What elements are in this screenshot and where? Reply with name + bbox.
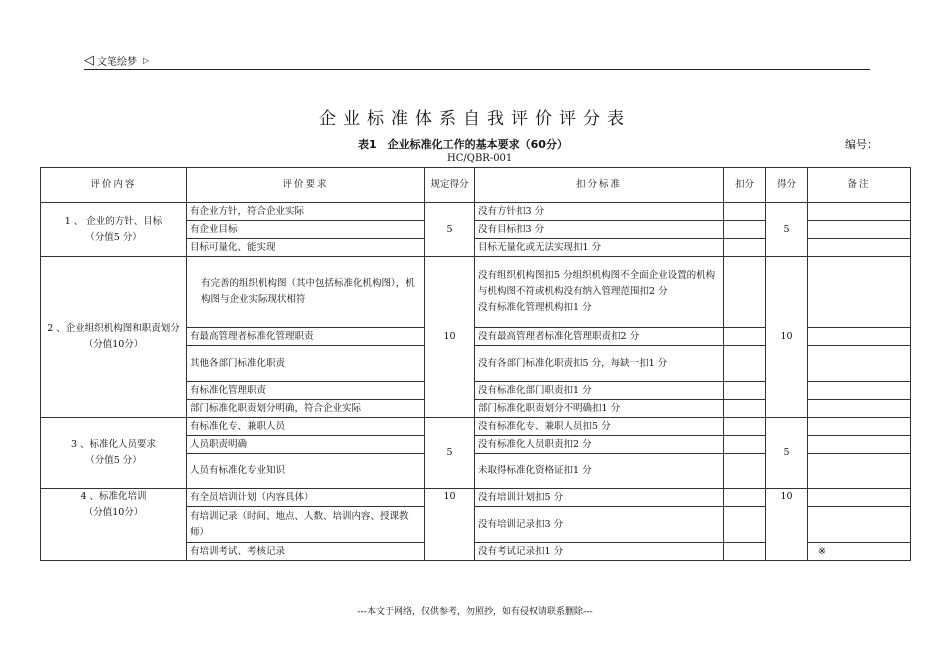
deduction-standard-cell: 未取得标准化资格证扣1 分 [475,454,724,489]
deduction-standard-cell: 部门标准化职责划分不明确扣1 分 [475,400,724,418]
requirement-cell: 有企业目标 [187,221,425,239]
note-cell [808,257,911,328]
note-cell [808,346,911,382]
score-cell: 5 [425,418,475,489]
note-cell [808,221,911,239]
deduction-cell [724,257,766,328]
table-header-row [41,168,911,203]
deduction-standard-cell: 没有最高管理者标准化管理职责扣2 分 [475,328,724,346]
header-cell: 评价内容 [41,168,187,203]
requirement-cell: 目标可量化、能实现 [187,239,425,257]
header-cell: 规定得分 [425,168,475,203]
requirement-cell: 有企业方针，符合企业实际 [187,203,425,221]
deduction-cell [724,221,766,239]
left-triangle-icon: ◁ [84,53,94,68]
table-row [41,257,911,328]
deduction-standard-cell: 没有考试记录扣1 分 [475,543,724,561]
note-cell [808,328,911,346]
note-cell [808,203,911,221]
note-cell [808,382,911,400]
score-cell: 10 [425,257,475,418]
header-cell: 扣分 [724,168,766,203]
deduction-standard-cell: 没有培训记录扣3 分 [475,507,724,543]
table-subtitle: 表1 企业标准化工作的基本要求（60分） [358,138,568,151]
deduction-standard-cell: 没有标准化部门职责扣1 分 [475,382,724,400]
section-content: 4 、标准化培训 （分值10分） [41,489,187,561]
deduction-cell [724,489,766,507]
deduction-cell [724,203,766,221]
note-cell [808,489,911,507]
header-cell: 扣分标准 [475,168,724,203]
note-cell [808,418,911,436]
header-divider [84,69,870,70]
deduction-cell [724,454,766,489]
requirement-cell: 人员有标准化专业知识 [187,454,425,489]
section-content: 1 、 企业的方针、目标 （分值5 分） [41,203,187,257]
requirement-cell: 其他各部门标准化职责 [187,346,425,382]
note-cell [808,454,911,489]
deduction-standard-cell: 没有组织机构图扣5 分组织机构图不全面企业设置的机构与机构图不符或机构没有纳入管理范围扣2 分 没有标准化管理机构扣1 分 [475,257,724,328]
got-score-cell: 10 [766,257,808,418]
deduction-standard-cell: 没有标准化人员职责扣2 分 [475,436,724,454]
requirement-cell: 有培训考试、考核记录 [187,543,425,561]
footer-disclaimer: ---本文于网络，仅供参考，勿照抄，如有侵权请联系删除--- [357,607,593,617]
deduction-cell [724,418,766,436]
deduction-standard-cell: 目标无量化或无法实现扣1 分 [475,239,724,257]
requirement-cell: 有全员培训计划（内容具体） [187,489,425,507]
requirement-cell: 部门标准化职责划分明确，符合企业实际 [187,400,425,418]
deduction-cell [724,382,766,400]
deduction-cell [724,400,766,418]
serial-number-label: 编号： [845,138,878,151]
page-header [84,53,149,68]
deduction-cell [724,239,766,257]
got-score-cell: 5 [766,203,808,257]
note-cell [808,436,911,454]
page-title: 企业标准体系自我评价评分表 [319,109,631,129]
deduction-standard-cell: 没有目标扣3 分 [475,221,724,239]
requirement-cell: 有培训记录（时间、地点、人数、培训内容、授课教师） [187,507,425,543]
score-cell: 10 [425,489,475,561]
section-content: 3 、标准化人员要求 （分值5 分） [41,418,187,489]
deduction-cell [724,507,766,543]
deduction-cell [724,436,766,454]
table-row [41,489,911,507]
got-score-cell: 10 [766,489,808,561]
requirement-cell: 人员职责明确 [187,436,425,454]
evaluation-table [40,167,911,561]
note-cell [808,400,911,418]
right-triangle-icon: ▷ [143,56,150,65]
score-cell: 5 [425,203,475,257]
got-score-cell: 5 [766,418,808,489]
deduction-cell [724,346,766,382]
note-cell [808,507,911,543]
deduction-standard-cell: 没有标准化专、兼职人员扣5 分 [475,418,724,436]
note-cell: ※ [808,543,911,561]
header-cell: 评价要求 [187,168,425,203]
deduction-cell [724,328,766,346]
table-row [41,418,911,436]
deduction-standard-cell: 没有培训计划扣5 分 [475,489,724,507]
requirement-cell: 有完善的组织机构图（其中包括标准化机构图），机构图与企业实际现状相符 [187,257,425,328]
header-cell: 得分 [766,168,808,203]
header-cell: 备注 [808,168,911,203]
requirement-cell: 有最高管理者标准化管理职责 [187,328,425,346]
brand-text: 文笔绘梦 [97,57,137,68]
deduction-standard-cell: 没有方针扣3 分 [475,203,724,221]
section-content: 2 、企业组织机构图和职责划分（分值10分） [41,257,187,418]
deduction-standard-cell: 没有各部门标准化职责扣5 分，每缺一扣1 分 [475,346,724,382]
requirement-cell: 有标准化管理职责 [187,382,425,400]
requirement-cell: 有标准化专、兼职人员 [187,418,425,436]
table-row [41,203,911,221]
document-code: HC/QBR-001 [447,153,513,164]
note-cell [808,239,911,257]
deduction-cell [724,543,766,561]
